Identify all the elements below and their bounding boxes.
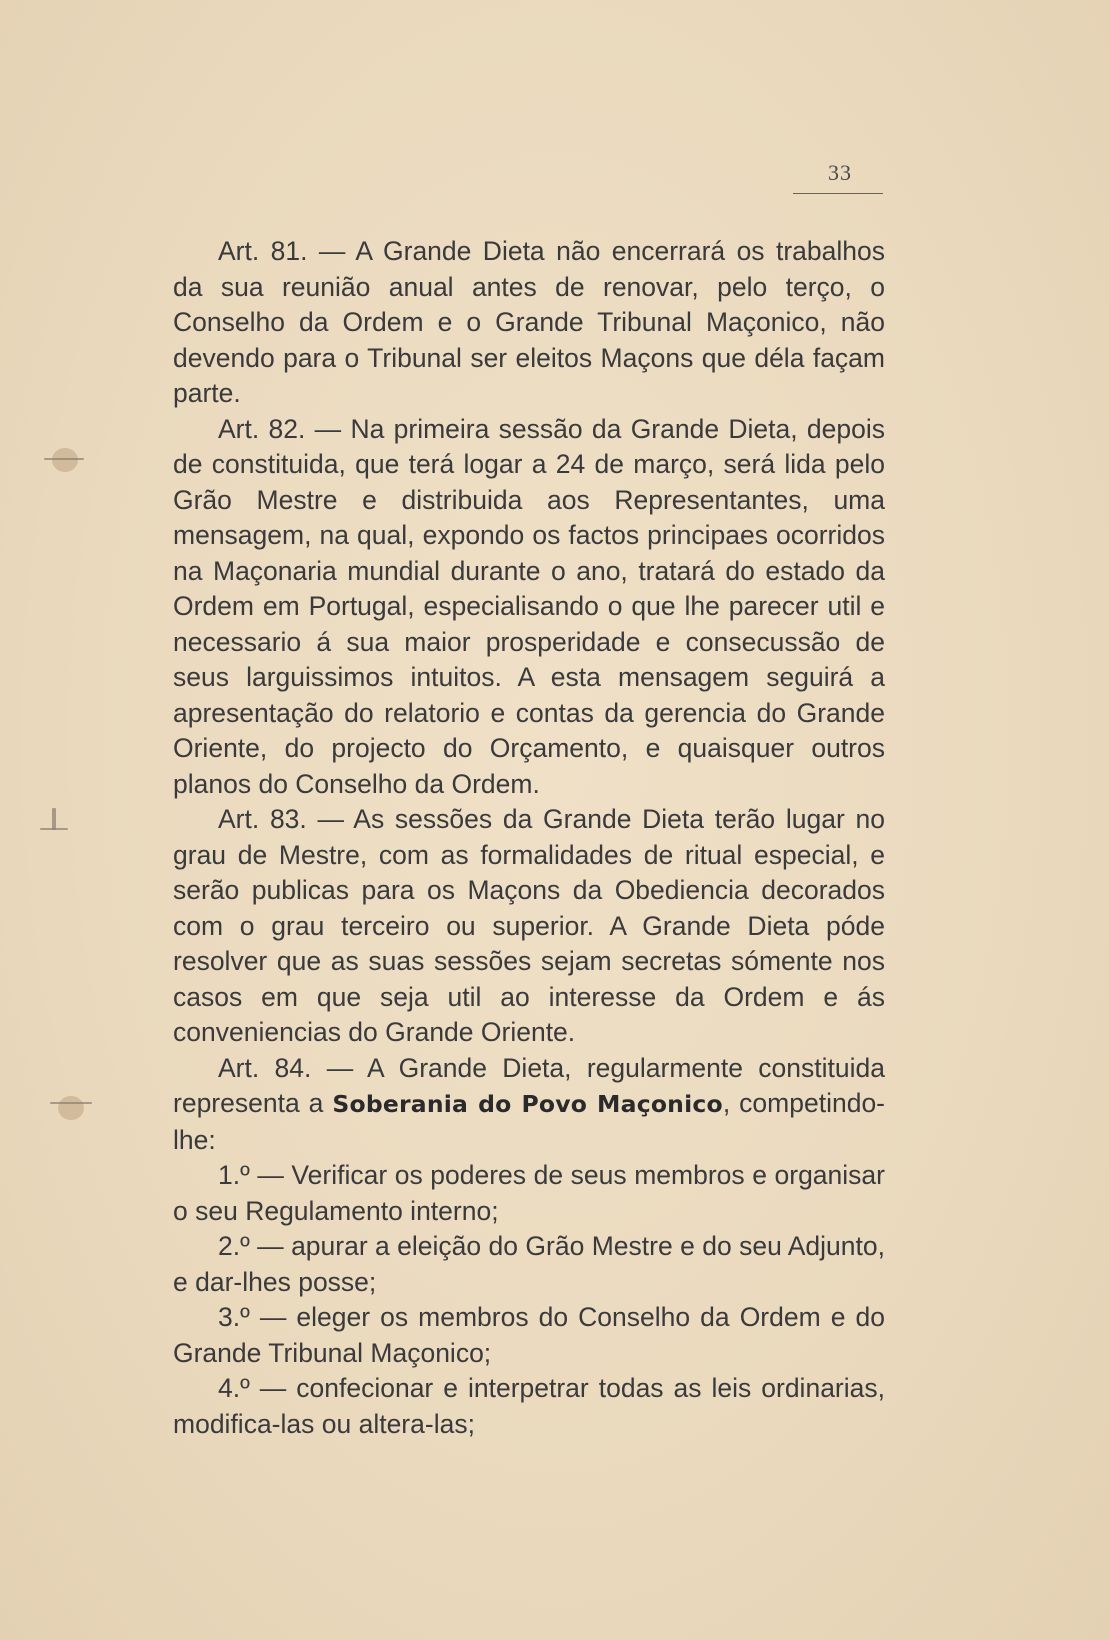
list-item-number: 1.º (218, 1160, 250, 1190)
list-item-number: 2.º (218, 1231, 250, 1261)
list-item-text: — apurar a eleição do Grão Mestre e do seu Adjunto, e dar-lhes posse; (173, 1231, 885, 1297)
article-83: Art. 83. — As sessões da Grande Dieta terão lugar no grau de Mestre, com as formalidades de ritual especial, e serão publicas para os Maçons da Obediencia decorados com o grau terceiro ou superior. A Grande Dieta póde resolver que as suas sessões sejam secretas sómente nos casos em que seja util ao interesse da Ordem e ás conveniencias do Grande Oriente. (173, 804, 885, 1047)
list-item (173, 1158, 885, 1229)
edge-mark (44, 458, 84, 460)
edge-mark (52, 808, 56, 830)
list-item-text: — eleger os membros do Conselho da Ordem e do Grande Tribunal Maçonico; (173, 1302, 885, 1368)
list-item (173, 1371, 885, 1442)
binding-hole (52, 448, 78, 472)
page-number-rule (793, 193, 883, 194)
list-item-number: 3.º (218, 1302, 250, 1332)
article-84-bold-phrase: Soberania do Povo Maçonico (332, 1090, 723, 1118)
article-81: Art. 81. — A Grande Dieta não encerrará os trabalhos da sua reunião anual antes de renovar, pelo terço, o Conselho da Ordem e o Grande Tribunal Maçonico, não devendo para o Tribunal ser eleitos Maçons que déla façam parte. (173, 236, 885, 408)
article-84-lead: Art. 84. — A Grande Dieta, regularmente constituida representa a (173, 1052, 885, 1118)
page-number: 33 (828, 160, 852, 185)
list-item (173, 1300, 885, 1371)
edge-mark (50, 1102, 92, 1104)
body-text (173, 234, 885, 1442)
list-item-text: — confecionar e interpetrar todas as leis ordinarias, modifica-las ou altera-las; (173, 1373, 885, 1439)
binding-hole (58, 1096, 84, 1120)
article-84 (173, 1051, 885, 1159)
article-84-tail: , competindo-lhe: (173, 1088, 886, 1155)
list-item (173, 1229, 885, 1300)
list-item-text: — Verificar os poderes de seus membros e organisar o seu Regulamento interno; (173, 1160, 885, 1226)
list-item-number: 4.º (218, 1373, 250, 1403)
article-82: Art. 82. — Na primeira sessão da Grande Dieta, depois de constituida, que terá logar a 24 de março, será lida pelo Grão Mestre e distribuida aos Representantes, uma mensagem, na qual, expondo os factos principaes ocorridos na Maçonaria mundial durante o ano, tratará do estado da Ordem em Portugal, especialisando o que lhe parecer util e necessario á sua maior prosperidade e consecussão de seus larguissimos intuitos. A esta mensagem seguirá a apresentação do relatorio e contas da gerencia do Grande Oriente, do projecto do Orçamento, e quaisquer outros planos do Conselho da Ordem. (173, 413, 885, 799)
